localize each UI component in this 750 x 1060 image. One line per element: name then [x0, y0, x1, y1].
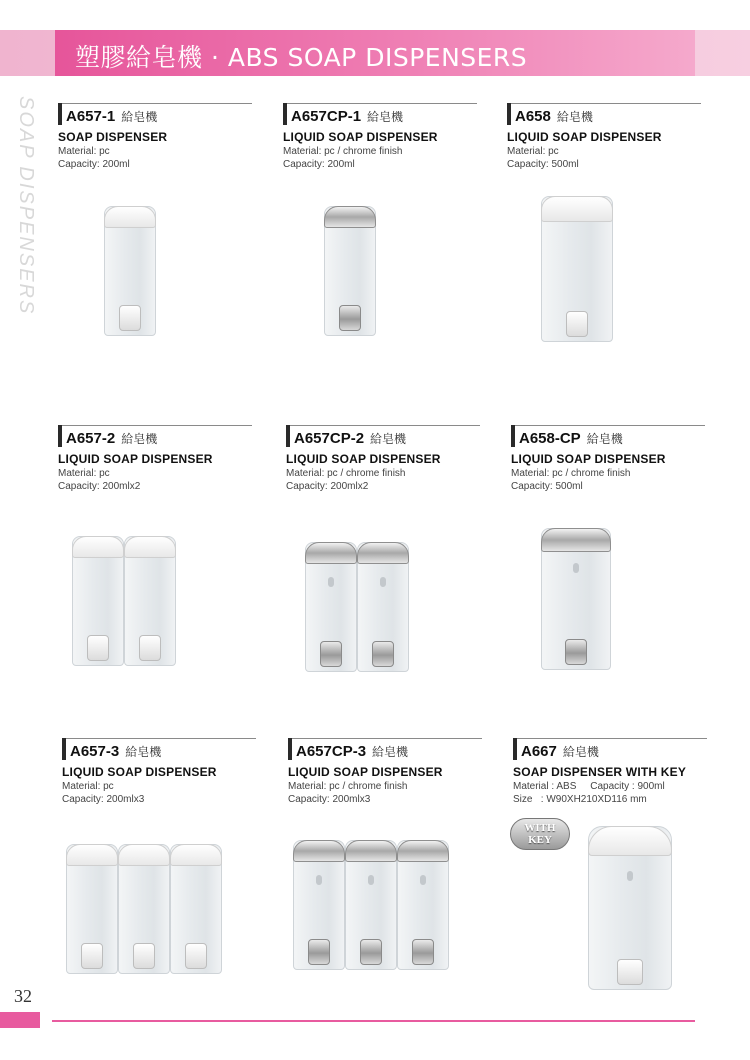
- dispenser-cap: [345, 840, 397, 862]
- dispenser-cap: [397, 840, 449, 862]
- product-a658-cp: [511, 425, 701, 492]
- product-spec: Material: pc / chrome finish: [288, 781, 408, 792]
- keyhole-icon: [368, 875, 374, 885]
- dispenser-unit: [541, 528, 611, 670]
- dispenser-push-button: [372, 641, 394, 667]
- product-image-a657cp-1: [324, 206, 376, 336]
- product-header: [58, 425, 248, 447]
- product-name: LIQUID SOAP DISPENSER: [62, 765, 217, 779]
- product-spec: Capacity: 200mlx3: [288, 794, 371, 805]
- badge-line: KEY: [528, 834, 552, 846]
- product-chinese-name: 給皂機: [121, 432, 158, 446]
- product-name: LIQUID SOAP DISPENSER: [58, 452, 213, 466]
- product-code: A657-1: [66, 108, 116, 125]
- product-a657cp-1: [283, 103, 473, 170]
- product-code: A658-CP: [519, 430, 581, 447]
- product-chinese-name: 給皂機: [370, 432, 407, 446]
- side-section-label: SOAP DISPENSERS: [15, 96, 37, 316]
- product-image-a657-1: [104, 206, 156, 336]
- product-chinese-name: 給皂機: [562, 745, 599, 759]
- dispenser-cap: [293, 840, 345, 862]
- dispenser-push-button: [81, 943, 103, 969]
- dispenser-cap: [541, 196, 613, 222]
- dispenser-push-button: [339, 305, 361, 331]
- product-a657-1: [58, 103, 248, 170]
- product-image-a658-cp: [541, 528, 611, 670]
- dispenser-cap: [124, 536, 176, 558]
- dispenser-push-button: [87, 635, 109, 661]
- product-header: [507, 103, 697, 125]
- dispenser-unit: [118, 844, 170, 974]
- dispenser-push-button: [412, 939, 434, 965]
- footer-rule: [52, 1020, 695, 1022]
- keyhole-icon: [380, 577, 386, 587]
- dispenser-push-button: [139, 635, 161, 661]
- dispenser-push-button: [185, 943, 207, 969]
- dispenser-push-button: [566, 311, 588, 337]
- dispenser-unit: [345, 840, 397, 970]
- product-code: A657-3: [70, 743, 120, 760]
- product-header: [283, 103, 473, 125]
- product-header: [286, 425, 476, 447]
- product-a657cp-2: [286, 425, 476, 492]
- product-a657-3: [62, 738, 252, 805]
- product-name: LIQUID SOAP DISPENSER: [288, 765, 443, 779]
- product-spec: Size : W90XH210XD116 mm: [513, 794, 647, 805]
- product-name: SOAP DISPENSER: [58, 130, 168, 144]
- product-chinese-name: 給皂機: [367, 110, 404, 124]
- product-code: A657CP-1: [291, 108, 362, 125]
- dispenser-unit: [588, 826, 672, 990]
- product-name: LIQUID SOAP DISPENSER: [507, 130, 662, 144]
- product-chinese-name: 給皂機: [121, 110, 158, 124]
- product-image-a657cp-3: [293, 840, 449, 970]
- product-a658: [507, 103, 697, 170]
- dispenser-unit: [72, 536, 124, 666]
- product-name: LIQUID SOAP DISPENSER: [283, 130, 438, 144]
- product-image-a657-3: [66, 844, 222, 974]
- dispenser-cap: [357, 542, 409, 564]
- dispenser-push-button: [119, 305, 141, 331]
- keyhole-icon: [627, 871, 633, 881]
- product-header: [511, 425, 701, 447]
- product-spec: Material: pc: [507, 146, 559, 157]
- with-key-badge: [510, 818, 570, 850]
- product-spec: Capacity: 200mlx3: [62, 794, 145, 805]
- dispenser-cap: [541, 528, 611, 552]
- product-image-a658: [541, 196, 613, 342]
- product-spec: Material : ABS Capacity : 900ml: [513, 781, 665, 792]
- product-spec: Capacity: 200ml: [58, 159, 130, 170]
- dispenser-push-button: [360, 939, 382, 965]
- product-a657cp-3: [288, 738, 478, 805]
- product-image-a667: [588, 826, 672, 990]
- product-header: [513, 738, 703, 760]
- product-image-a657-2: [72, 536, 176, 666]
- keyhole-icon: [316, 875, 322, 885]
- page-title: 塑膠給皂機 · ABS SOAP DISPENSERS: [75, 43, 528, 72]
- product-spec: Material: pc: [58, 146, 110, 157]
- dispenser-unit: [305, 542, 357, 672]
- product-spec: Capacity: 200ml: [283, 159, 355, 170]
- product-spec: Material: pc / chrome finish: [283, 146, 403, 157]
- product-a667: [513, 738, 703, 805]
- dispenser-cap: [104, 206, 156, 228]
- badge-line: WITH: [524, 822, 556, 834]
- dispenser-cap: [588, 826, 672, 856]
- product-spec: Material: pc: [62, 781, 114, 792]
- dispenser-unit: [357, 542, 409, 672]
- product-spec: Material: pc: [58, 468, 110, 479]
- product-name: SOAP DISPENSER WITH KEY: [513, 765, 687, 779]
- product-image-a657cp-2: [305, 542, 409, 672]
- dispenser-unit: [170, 844, 222, 974]
- product-spec: Capacity: 200mlx2: [286, 481, 369, 492]
- keyhole-icon: [573, 563, 579, 573]
- product-chinese-name: 給皂機: [586, 432, 623, 446]
- dispenser-cap: [118, 844, 170, 866]
- dispenser-unit: [324, 206, 376, 336]
- dispenser-push-button: [133, 943, 155, 969]
- dispenser-cap: [170, 844, 222, 866]
- product-code: A657-2: [66, 430, 116, 447]
- dispenser-unit: [397, 840, 449, 970]
- product-name: LIQUID SOAP DISPENSER: [511, 452, 666, 466]
- product-spec: Capacity: 500ml: [507, 159, 579, 170]
- dispenser-push-button: [565, 639, 587, 665]
- dispenser-cap: [72, 536, 124, 558]
- dispenser-unit: [541, 196, 613, 342]
- product-code: A657CP-3: [296, 743, 367, 760]
- product-name: LIQUID SOAP DISPENSER: [286, 452, 441, 466]
- dispenser-cap: [324, 206, 376, 228]
- product-code: A667: [521, 743, 557, 760]
- product-spec: Material: pc / chrome finish: [286, 468, 406, 479]
- dispenser-push-button: [320, 641, 342, 667]
- product-spec: Capacity: 200mlx2: [58, 481, 141, 492]
- dispenser-cap: [305, 542, 357, 564]
- dispenser-push-button: [308, 939, 330, 965]
- dispenser-unit: [66, 844, 118, 974]
- dispenser-unit: [104, 206, 156, 336]
- product-header: [58, 103, 248, 125]
- dispenser-unit: [293, 840, 345, 970]
- keyhole-icon: [328, 577, 334, 587]
- dispenser-push-button: [617, 959, 643, 985]
- product-code: A657CP-2: [294, 430, 365, 447]
- product-a657-2: [58, 425, 248, 492]
- product-chinese-name: 給皂機: [372, 745, 409, 759]
- footer-accent-block: [0, 1012, 40, 1028]
- product-spec: Capacity: 500ml: [511, 481, 583, 492]
- product-chinese-name: 給皂機: [556, 110, 593, 124]
- product-spec: Material: pc / chrome finish: [511, 468, 631, 479]
- page-number: 32: [14, 986, 32, 1006]
- keyhole-icon: [420, 875, 426, 885]
- product-code: A658: [515, 108, 551, 125]
- product-header: [62, 738, 252, 760]
- dispenser-unit: [124, 536, 176, 666]
- dispenser-cap: [66, 844, 118, 866]
- product-header: [288, 738, 478, 760]
- product-chinese-name: 給皂機: [125, 745, 162, 759]
